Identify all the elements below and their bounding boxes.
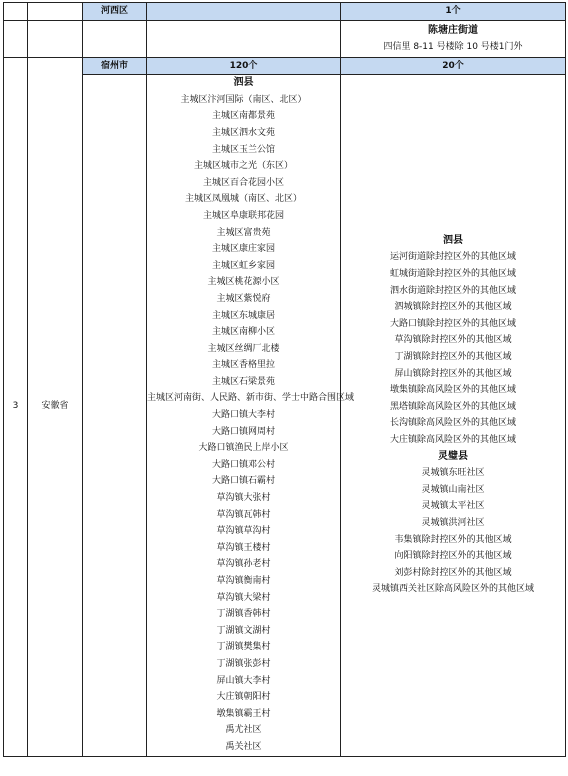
list-item: 草沟镇衡南村 [216, 576, 271, 586]
district-name-cell: 河西区 [83, 3, 147, 21]
list-item: 韦集镇除封控区外的其他区域 [394, 534, 512, 545]
medium-risk-list [147, 92, 355, 756]
list-item: 主城区阜康联邦花园 [202, 210, 284, 221]
list-item: 主城区汴河国际（南区、北区） [180, 94, 307, 105]
list-item: 刘彭村除封控区外的其他区域 [394, 567, 512, 578]
list-item: 大路口镇大李村 [211, 410, 275, 421]
list-item: 运河街道除封控区外的其他区域 [389, 252, 516, 263]
list-item: 草沟镇王楼村 [216, 542, 271, 553]
blank-cell [83, 20, 147, 57]
list-item: 墩集镇除高风险区外的其他区域 [389, 385, 516, 396]
list-item: 主城区东城康居 [211, 310, 275, 321]
header-row-suzhou [4, 57, 566, 75]
list-item: 主城区城市之光（东区） [193, 161, 293, 172]
list-item: 大庄镇除高风险区外的其他区域 [389, 434, 516, 445]
list-item: 主城区紫悦府 [216, 293, 271, 304]
list-item: 主城区凤凰城（南区、北区） [184, 194, 302, 205]
list-item: 泗水街道除封控区外的其他区域 [389, 285, 516, 296]
list-item: 大路口镇除封控区外的其他区域 [389, 318, 516, 329]
list-item: 主城区百合花园小区 [202, 177, 284, 188]
blank-cell [28, 3, 83, 21]
list-item: 泗城镇除封控区外的其他区域 [394, 302, 512, 313]
list-item: 主城区康庄家园 [211, 244, 275, 255]
list-item: 大路口镇石霸村 [211, 476, 275, 487]
list-item: 丁湖镇文湖村 [216, 625, 271, 636]
list-item: 草沟镇瓦韩村 [216, 509, 271, 520]
high-risk-list-lingbi [341, 465, 565, 598]
list-item: 主城区虹乡家园 [211, 260, 275, 271]
content-row-suzhou [4, 75, 566, 756]
medium-risk-count: 120个 [147, 57, 341, 75]
row-index: 3 [4, 57, 28, 756]
list-item: 丁湖镇张彭村 [216, 658, 271, 669]
list-item: 灵城镇太平社区 [421, 501, 485, 512]
street-address: 四信里 8-11 号楼除 10 号楼1门外 [383, 41, 523, 52]
list-item: 禹尤社区 [225, 725, 262, 736]
list-item: 主城区桃花源小区 [207, 277, 280, 288]
list-item: 虹城街道除封控区外的其他区域 [389, 269, 516, 280]
list-item: 草沟镇大梁村 [216, 592, 271, 603]
list-item: 丁湖镇除封控区外的其他区域 [394, 351, 512, 362]
county-heading: 灵璧县 [438, 450, 468, 462]
list-item: 大庄镇朝阳村 [216, 692, 271, 703]
blank-band-cell [147, 3, 341, 21]
detail-row-hexi [4, 20, 566, 57]
blank-cell [147, 20, 341, 57]
list-item: 灵城镇洪河社区 [421, 517, 485, 528]
blank-cell [83, 75, 147, 756]
list-item: 草沟镇除封控区外的其他区域 [394, 335, 512, 346]
list-item: 灵城镇山南社区 [421, 484, 485, 495]
risk-area-table [3, 2, 566, 757]
list-item: 草沟镇大张村 [216, 493, 271, 504]
list-item: 灵城镇西关社区除高风险区外的其他区域 [371, 584, 534, 595]
list-item: 长沟镇除高风险区外的其他区域 [389, 418, 516, 429]
list-item: 丁湖镇樊集村 [216, 642, 271, 653]
province-name: 安徽省 [28, 57, 83, 756]
district-detail-cell [341, 20, 566, 57]
blank-cell [4, 20, 28, 57]
list-item: 主城区富贵苑 [216, 227, 271, 238]
blank-cell [28, 20, 83, 57]
district-count-cell: 1个 [341, 3, 566, 21]
list-item: 草沟镇孙老村 [216, 559, 271, 570]
list-item: 丁湖镇香韩村 [216, 609, 271, 620]
high-risk-list-cell [341, 75, 566, 756]
list-item: 主城区丝绸厂北楼 [207, 343, 280, 354]
list-item: 灵城镇东旺社区 [421, 468, 485, 479]
list-item: 主城区泗水文苑 [211, 127, 275, 138]
list-item: 主城区香格里拉 [211, 360, 275, 371]
list-item: 大路口镇网周村 [211, 426, 275, 437]
list-item: 大路口镇渔民上岸小区 [198, 443, 289, 454]
list-item: 主城区南柳小区 [211, 327, 275, 338]
list-item: 草沟镇草沟村 [216, 526, 271, 537]
list-item: 屏山镇除封控区外的其他区域 [394, 368, 512, 379]
list-item: 禹关社区 [225, 741, 262, 752]
city-name: 宿州市 [83, 57, 147, 75]
list-item: 黑塔镇除高风险区外的其他区域 [389, 401, 516, 412]
list-item: 主城区南都景苑 [211, 111, 275, 122]
list-item: 屏山镇大李村 [216, 675, 271, 686]
list-item: 向阳镇除封控区外的其他区域 [394, 551, 512, 562]
county-heading: 泗县 [443, 234, 463, 246]
street-name: 陈塘庄街道 [428, 24, 478, 36]
high-risk-count: 20个 [341, 57, 566, 75]
county-heading: 泗县 [233, 77, 254, 89]
header-row-hexi [4, 3, 566, 21]
list-item: 大路口镇邓公村 [211, 459, 275, 470]
list-item: 主城区石梁景苑 [211, 376, 275, 387]
medium-risk-list-cell [147, 75, 355, 756]
list-item: 主城区玉兰公馆 [211, 144, 275, 155]
high-risk-list-sixian [341, 249, 565, 448]
blank-cell [4, 3, 28, 21]
list-item: 墩集镇霸王村 [216, 708, 271, 719]
list-item: 主城区河南街、人民路、新市街、学士中路合围区域 [147, 393, 355, 404]
